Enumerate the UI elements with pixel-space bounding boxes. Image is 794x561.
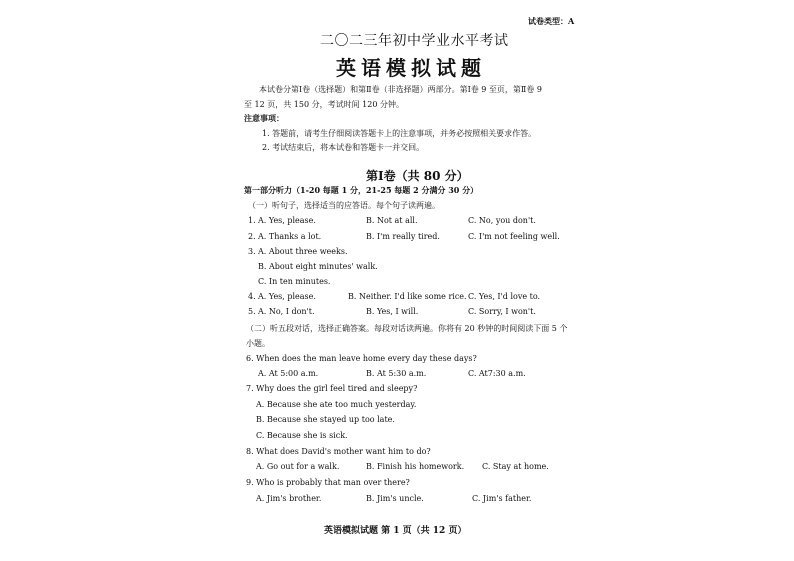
q7-stem: 7. Why does the girl feel tired and sleepy? <box>246 384 418 393</box>
q1-option-b: B. Not at all. <box>366 216 418 225</box>
q2-option-a: A. Thanks a lot. <box>258 232 322 241</box>
notice-item-1: 1. 答题前，请考生仔细阅读答题卡上的注意事项，并务必按照相关要求作答。 <box>262 129 537 138</box>
q1-option-a: A. Yes, please. <box>258 216 316 225</box>
q8-option-c: C. Stay at home. <box>482 462 549 471</box>
q5-option-a: A. No, I don't. <box>258 307 315 316</box>
q9-option-b: B. Jim's uncle. <box>366 494 424 503</box>
q6-option-b: B. At 5:30 a.m. <box>366 369 427 378</box>
q6-stem: 6. When does the man leave home every day these days? <box>246 354 477 363</box>
q2-option-b: B. I'm really tired. <box>366 232 440 241</box>
q3-option-a: A. About three weeks. <box>258 247 348 256</box>
q6-option-c: C. At7:30 a.m. <box>468 369 526 378</box>
q9-stem: 9. Who is probably that man over there? <box>246 478 410 487</box>
q4-option-b: B. Neither. I'd like some rice. <box>348 292 467 301</box>
q4-option-c: C. Yes, I'd love to. <box>468 292 541 301</box>
q5-option-b: B. Yes, I will. <box>366 307 419 316</box>
notice-item-2: 2. 考试结束后，将本试卷和答题卡一并交回。 <box>262 143 425 152</box>
question-number: 4. <box>248 292 256 301</box>
intro-line-1: 本试卷分第Ⅰ卷（选择题）和第Ⅱ卷（非选择题）两部分。第Ⅰ卷 9 至页，第Ⅱ卷 9 <box>259 85 543 94</box>
intro-line-2: 至 12 页，共 150 分，考试时间 120 分钟。 <box>244 100 404 109</box>
q8-option-a: A. Go out for a walk. <box>256 462 340 471</box>
notice-heading: 注意事项： <box>244 113 284 123</box>
q7-option-b: B. Because she stayed up too late. <box>256 415 395 424</box>
q7-option-c: C. Because she is sick. <box>256 431 348 440</box>
q3-option-b: B. About eight minutes' walk. <box>258 262 378 271</box>
volume-title: 第Ⅰ卷（共 80 分） <box>366 169 469 183</box>
exam-title: 二〇二三年初中学业水平考试 <box>320 33 509 49</box>
paper-type-label: 试卷类型：A <box>528 16 575 26</box>
section2-heading-line1: （二）听五段对话，选择正确答案。每段对话读两遍。你将有 20 秒钟的时间阅读下面 5 个 <box>246 324 568 333</box>
q8-stem: 8. What does David's mother want him to do? <box>246 447 431 456</box>
question-number: 1. <box>248 216 256 225</box>
q9-option-a: A. Jim's brother. <box>256 494 322 503</box>
q6-option-a: A. At 5:00 a.m. <box>258 369 319 378</box>
section1-heading: （一）听句子，选择适当的应答语。每个句子读两遍。 <box>248 201 440 210</box>
subject-title: 英语模拟试题 <box>336 56 486 80</box>
q8-option-b: B. Finish his homework. <box>366 462 465 471</box>
question-number: 3. <box>248 247 256 256</box>
page-footer: 英语模拟试题 第 1 页（共 12 页） <box>324 526 467 536</box>
q2-option-c: C. I'm not feeling well. <box>468 232 560 241</box>
question-number: 2. <box>248 232 256 241</box>
q1-option-c: C. No, you don't. <box>468 216 536 225</box>
q5-option-c: C. Sorry, I won't. <box>468 307 536 316</box>
part1-heading: 第一部分听力（1-20 每题 1 分，21-25 每题 2 分满分 30 分） <box>244 185 479 195</box>
question-number: 5. <box>248 307 256 316</box>
q3-option-c: C. In ten minutes. <box>258 277 331 286</box>
section2-heading-line2: 小题。 <box>246 339 270 348</box>
q7-option-a: A. Because she ate too much yesterday. <box>256 400 417 409</box>
q9-option-c: C. Jim's father. <box>472 494 532 503</box>
q4-option-a: A. Yes, please. <box>258 292 316 301</box>
